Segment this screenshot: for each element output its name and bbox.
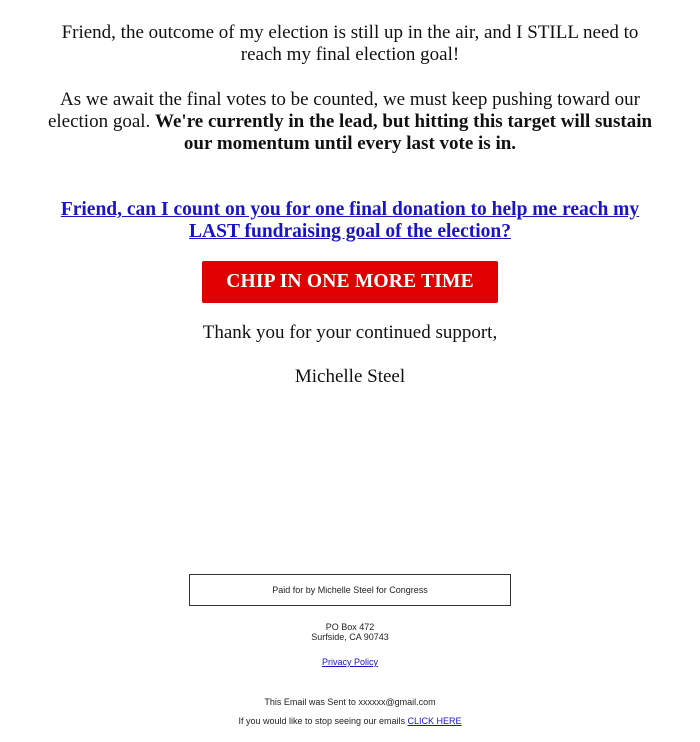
unsubscribe-line <box>100 716 600 726</box>
intro-paragraph: Friend, the outcome of my election is still up in the air, and I STILL need to reach my final election goal! <box>61 22 639 65</box>
momentum-text: As we await the final votes to be counted, we must keep pushing toward our election goal. <box>47 89 640 132</box>
address-line-2: Surfside, CA 90743 <box>311 632 389 642</box>
mailing-address <box>150 622 550 642</box>
donation-ask-link[interactable]: Friend, can I count on you for one final donation to help me reach my LAST fundraising goal of the election? <box>60 199 640 242</box>
unsubscribe-text: If you would like to stop seeing our emails <box>238 716 408 726</box>
thanks-text: Thank you for your continued support, <box>202 322 498 343</box>
signature: Michelle Steel <box>294 366 406 387</box>
unsubscribe-link[interactable]: CLICK HERE <box>407 716 462 726</box>
chip-in-button[interactable]: CHIP IN ONE MORE TIME <box>202 261 498 303</box>
privacy-policy-link[interactable]: Privacy Policy <box>321 657 378 667</box>
paid-for-disclaimer: Paid for by Michelle Steel for Congress <box>189 574 511 606</box>
momentum-paragraph <box>40 89 660 155</box>
momentum-bold-text: We're currently in the lead, but hitting this target will sustain our momentum until every last vote is in. <box>155 111 653 154</box>
sent-to-notice: This Email was Sent to xxxxxx@gmail.com <box>264 697 436 707</box>
privacy-section <box>150 657 550 667</box>
address-line-1: PO Box 472 <box>325 622 375 632</box>
